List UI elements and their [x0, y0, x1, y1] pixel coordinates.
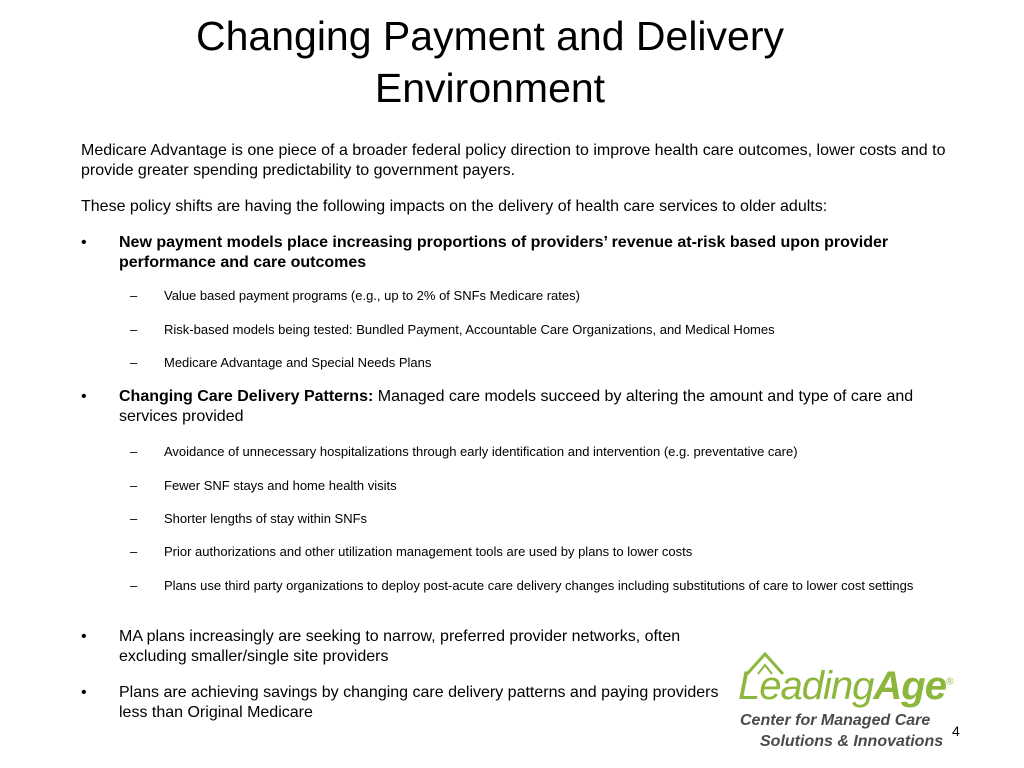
bullet-text: Plans are achieving savings by changing care delivery patterns and paying providers less than Original Medicare [119, 684, 719, 721]
registered-mark: ® [945, 676, 953, 688]
bullet-bold-text: New payment models place increasing proportions of providers’ revenue at-risk based upon provider performance and care outcomes [119, 234, 889, 271]
logo-leading-text: Leading [738, 664, 874, 708]
bullet-dot: • [81, 684, 87, 701]
dash-marker: – [130, 355, 138, 370]
logo-tagline-line1: Center for Managed Care [740, 712, 931, 729]
leadingage-logo [738, 650, 953, 755]
sub-item-text: Risk-based models being tested: Bundled Payment, Accountable Care Organizations, and Medical Homes [164, 322, 775, 337]
dash-marker: – [130, 578, 138, 593]
bullet-bold-text: Changing Care Delivery Patterns: [119, 388, 374, 405]
logo-age-text: Age [873, 664, 946, 708]
sub-item-text: Prior authorizations and other utilization management tools are used by plans to lower costs [164, 544, 693, 559]
sub-item-text: Fewer SNF stays and home health visits [164, 478, 397, 493]
dash-marker: – [130, 544, 138, 559]
dash-marker: – [130, 444, 138, 459]
bullet-text: Managed care models succeed by altering the amount and type of care and services provided [119, 388, 914, 425]
dash-marker: – [130, 478, 138, 493]
dash-marker: – [130, 288, 138, 303]
dash-marker: – [130, 322, 138, 337]
dash-marker: – [130, 511, 138, 526]
logo-tagline-line2: Solutions & Innovations [760, 733, 944, 750]
bullet-dot: • [81, 234, 87, 251]
sub-item-text: Medicare Advantage and Special Needs Plans [164, 355, 432, 370]
intro-paragraph: Medicare Advantage is one piece of a broader federal policy direction to improve health care outcomes, lower costs and to provide greater spending predictability to government payers. [81, 142, 946, 179]
bullet-text: MA plans increasingly are seeking to narrow, preferred provider networks, often excluding smaller/single site providers [119, 628, 681, 665]
bullet-dot: • [81, 628, 87, 645]
sub-item-text: Shorter lengths of stay within SNFs [164, 511, 368, 526]
sub-item-text: Plans use third party organizations to deploy post-acute care delivery changes including substitutions of care to lower cost settings [164, 578, 914, 593]
slide-title: Changing Payment and Delivery Environment [196, 13, 784, 111]
page-number: 4 [952, 723, 960, 739]
impacts-paragraph: These policy shifts are having the following impacts on the delivery of health care services to older adults: [81, 198, 828, 215]
bullet-dot: • [81, 388, 87, 405]
logo-wordmark [738, 664, 952, 709]
sub-item-text: Value based payment programs (e.g., up to 2% of SNFs Medicare rates) [164, 288, 580, 303]
sub-item-text: Avoidance of unnecessary hospitalizations through early identification and intervention (e.g. preventative care) [164, 444, 798, 459]
